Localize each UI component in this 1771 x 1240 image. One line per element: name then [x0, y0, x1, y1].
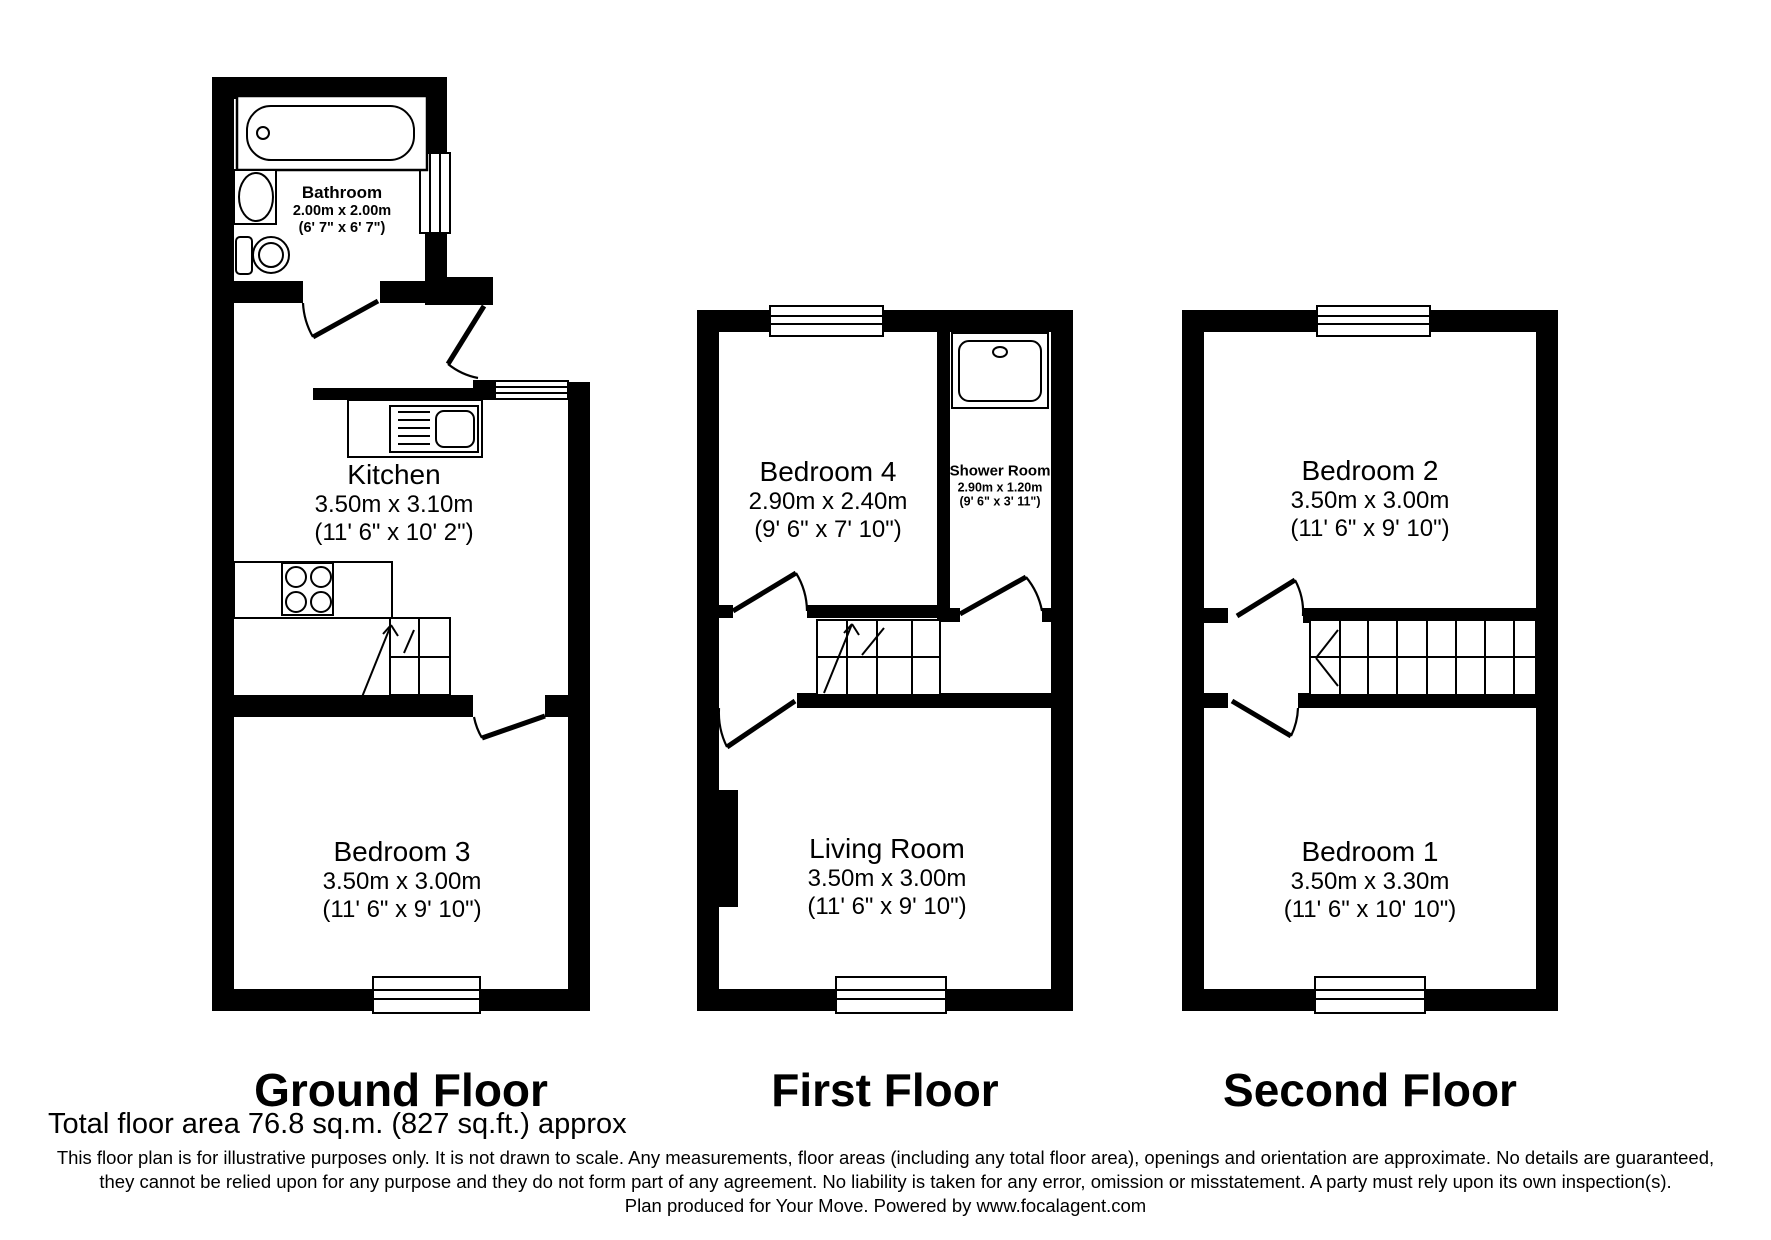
room-name: Living Room	[809, 833, 965, 865]
room-name: Bedroom 4	[759, 456, 897, 488]
floor-title-ground: Ground Floor	[254, 1064, 548, 1116]
door-icon	[1237, 580, 1303, 616]
room-size-metric: 3.50m x 3.00m	[322, 868, 482, 896]
room-size-metric: 3.50m x 3.00m	[807, 865, 967, 893]
room-label-shower-room	[950, 462, 1051, 509]
room-size-metric: 2.90m x 1.20m	[957, 480, 1043, 495]
door-icon	[733, 573, 807, 611]
door-icon	[1232, 701, 1298, 736]
room-size-imperial: (11' 6" x 10' 10")	[1283, 896, 1457, 924]
room-size-imperial: (11' 6" x 9' 10")	[322, 896, 482, 924]
room-label-living-room	[807, 832, 966, 922]
door-icon	[303, 301, 378, 337]
floor-title-first: First Floor	[771, 1064, 999, 1116]
room-size-imperial: (11' 6" x 9' 10")	[1290, 515, 1450, 543]
bath-icon	[237, 96, 427, 170]
room-size-metric: 2.90m x 2.40m	[748, 488, 908, 516]
stairs-icon	[1310, 620, 1536, 695]
room-label-bathroom	[293, 183, 391, 237]
disclaimer-line: Plan produced for Your Move. Powered by www.focalagent.com	[624, 1195, 1147, 1216]
door-icon	[448, 306, 484, 378]
door-icon	[719, 701, 795, 747]
disclaimer-line: This floor plan is for illustrative purposes only. It is not drawn to scale. Any measurements, floor areas (including any total floor area), openings and orientation are approximate. No details are guaranteed,	[56, 1147, 1715, 1168]
room-label-bedroom-1	[1284, 835, 1457, 925]
room-size-metric: 3.50m x 3.30m	[1290, 868, 1450, 896]
stairs-icon	[817, 620, 940, 695]
room-size-imperial: (9' 6" x 3' 11")	[959, 494, 1041, 509]
room-name: Bedroom 2	[1301, 455, 1439, 487]
room-name: Bedroom 1	[1301, 836, 1439, 868]
door-icon	[960, 577, 1042, 614]
window-icon	[1317, 306, 1430, 336]
window-icon	[1315, 977, 1425, 1013]
hob-icon	[234, 562, 392, 618]
room-size-imperial: (6' 7" x 6' 7")	[298, 220, 386, 237]
kitchen-sink-icon	[348, 400, 482, 457]
room-label-bedroom-3	[322, 835, 481, 925]
room-name: Bathroom	[301, 182, 383, 202]
window-icon	[495, 381, 568, 399]
disclaimer-text	[0, 1146, 1771, 1218]
room-name: Kitchen	[347, 459, 441, 491]
total-floor-area: Total floor area 76.8 sq.m. (827 sq.ft.) approx	[48, 1108, 627, 1140]
room-size-metric: 3.50m x 3.00m	[1290, 487, 1450, 515]
room-label-kitchen	[314, 458, 473, 548]
shower-tray-icon	[952, 333, 1048, 408]
room-name: Shower Room	[949, 462, 1051, 480]
stairs-icon	[362, 618, 450, 697]
room-size-imperial: (11' 6" x 10' 2")	[314, 519, 474, 547]
window-icon	[373, 977, 480, 1013]
disclaimer-line: they cannot be relied upon for any purpose and they do not form part of any agreement. No liability is taken for any error, omission or misstatement. A party must rely upon its own inspection(s).	[99, 1171, 1672, 1192]
room-name: Bedroom 3	[333, 836, 471, 868]
toilet-icon	[236, 237, 289, 274]
door-icon	[474, 716, 545, 738]
room-size-metric: 3.50m x 3.10m	[314, 491, 474, 519]
sink-icon	[234, 170, 276, 224]
window-icon	[770, 306, 883, 336]
floor-title-second: Second Floor	[1223, 1064, 1517, 1116]
room-label-bedroom-2	[1290, 454, 1449, 544]
room-size-metric: 2.00m x 2.00m	[292, 202, 392, 219]
window-icon	[836, 977, 946, 1013]
room-size-imperial: (9' 6" x 7' 10")	[754, 516, 902, 544]
room-label-bedroom-4	[749, 455, 908, 545]
room-size-imperial: (11' 6" x 9' 10")	[807, 893, 967, 921]
